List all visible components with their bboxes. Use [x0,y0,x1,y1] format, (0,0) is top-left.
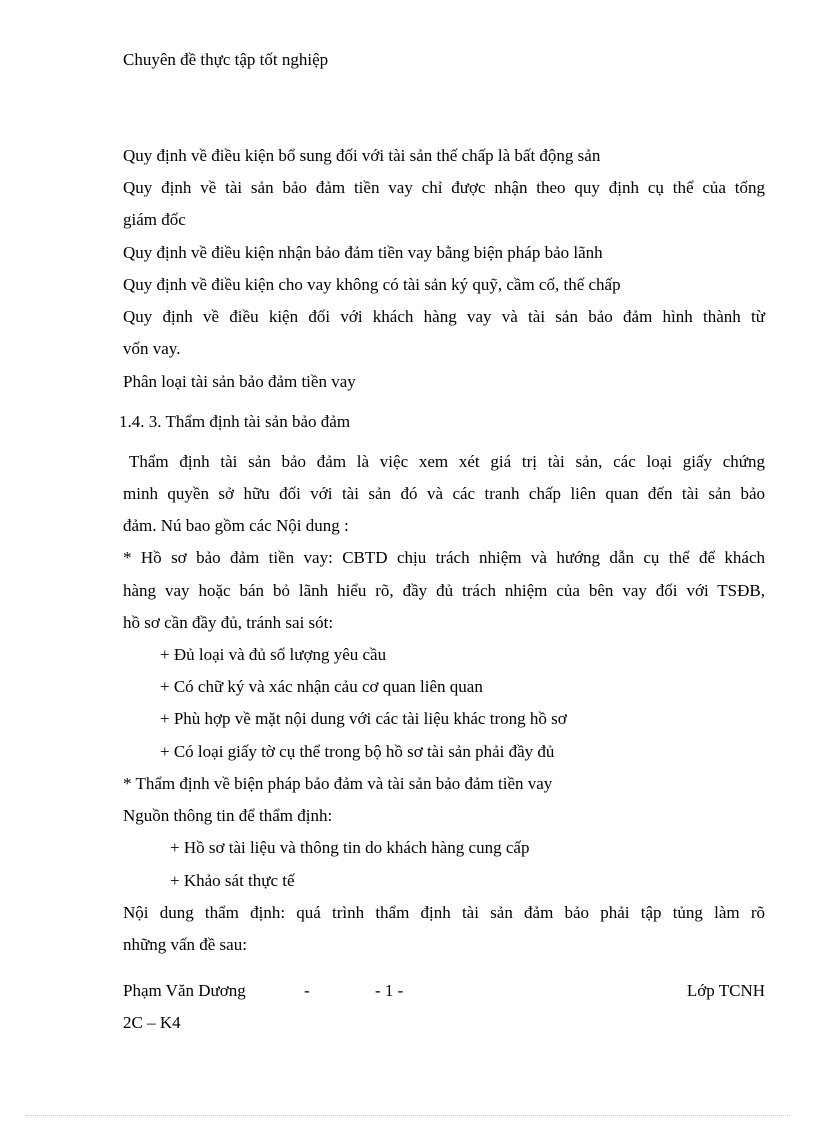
body-line: Quy định về điều kiện nhận bảo đảm tiền vay bằng biện pháp bảo lãnh [123,243,603,262]
section-heading: 1.4. 3. Thẩm định tài sản bảo đảm [119,412,351,431]
paragraph-line: đảm. Nú bao gồm các Nội dung : [123,516,349,535]
footer-class: Lớp TCNH [686,981,765,1000]
footer-separator: - [304,981,310,1000]
body-line: Phân loại tài sản bảo đảm tiền vay [123,372,356,391]
paragraph-line: hồ sơ cần đầy đủ, tránh sai sót: [123,613,334,632]
footer-class-continued: 2C – K4 [123,1013,181,1032]
paragraph-line: * Thẩm định về biện pháp bảo đảm và tài sản bảo đảm tiền vay [123,774,553,793]
list-item: + Có chữ ký và xác nhận cảu cơ quan liên quan [160,677,483,696]
list-item: + Đủ loại và đủ số lượng yêu cầu [160,645,387,664]
paragraph-line: hàng vay hoặc bán bỏ lãnh hiểu rõ, đầy đủ trách nhiệm của bên vay đối với TSĐB, [123,581,765,600]
paragraph-line: những vấn đề sau: [123,935,247,954]
paragraph-line: minh quyền sở hữu đối với tài sản đó và các tranh chấp liên quan đến tài sản bảo [123,484,765,503]
page-header: Chuyên đề thực tập tốt nghiệp [123,50,329,69]
paragraph-line: * Hồ sơ bảo đảm tiền vay: CBTD chịu trách nhiệm và hướng dẫn cụ thể để khách [123,548,765,567]
body-line: Quy định về tài sản bảo đảm tiền vay chỉ được nhận theo quy định cụ thể của tổng [123,178,765,197]
body-line: Quy định về điều kiện đối với khách hàng vay và tài sản bảo đảm hình thành từ [123,307,765,326]
body-line: vốn vay. [123,339,181,358]
body-line: giám đốc [123,210,186,229]
paragraph-line: Nội dung thẩm định: quá trình thẩm định tài sản đảm bảo phải tập tủng làm rõ [123,903,765,922]
list-item: + Phù hợp về mặt nội dung với các tài liệu khác trong hồ sơ [160,709,567,728]
body-line: Quy định về điều kiện bổ sung đối với tài sản thế chấp là bất động sản [123,146,601,165]
list-item: + Có loại giấy tờ cụ thể trong bộ hồ sơ tài sản phải đầy đủ [160,742,555,761]
paragraph-line: Thẩm định tài sản bảo đảm là việc xem xét giá trị tài sản, các loại giấy chứng [129,452,765,471]
footer-author: Phạm Văn Dương [123,981,246,1000]
list-item: + Khảo sát thực tế [170,871,295,890]
body-line: Quy định về điều kiện cho vay không có tài sản ký quỹ, cầm cố, thế chấp [123,275,621,294]
list-item: + Hồ sơ tài liệu và thông tin do khách hàng cung cấp [170,838,530,857]
paragraph-line: Nguồn thông tin để thẩm định: [123,806,333,825]
page-bottom-border [26,1115,790,1116]
page-number: - 1 - [375,981,404,1000]
